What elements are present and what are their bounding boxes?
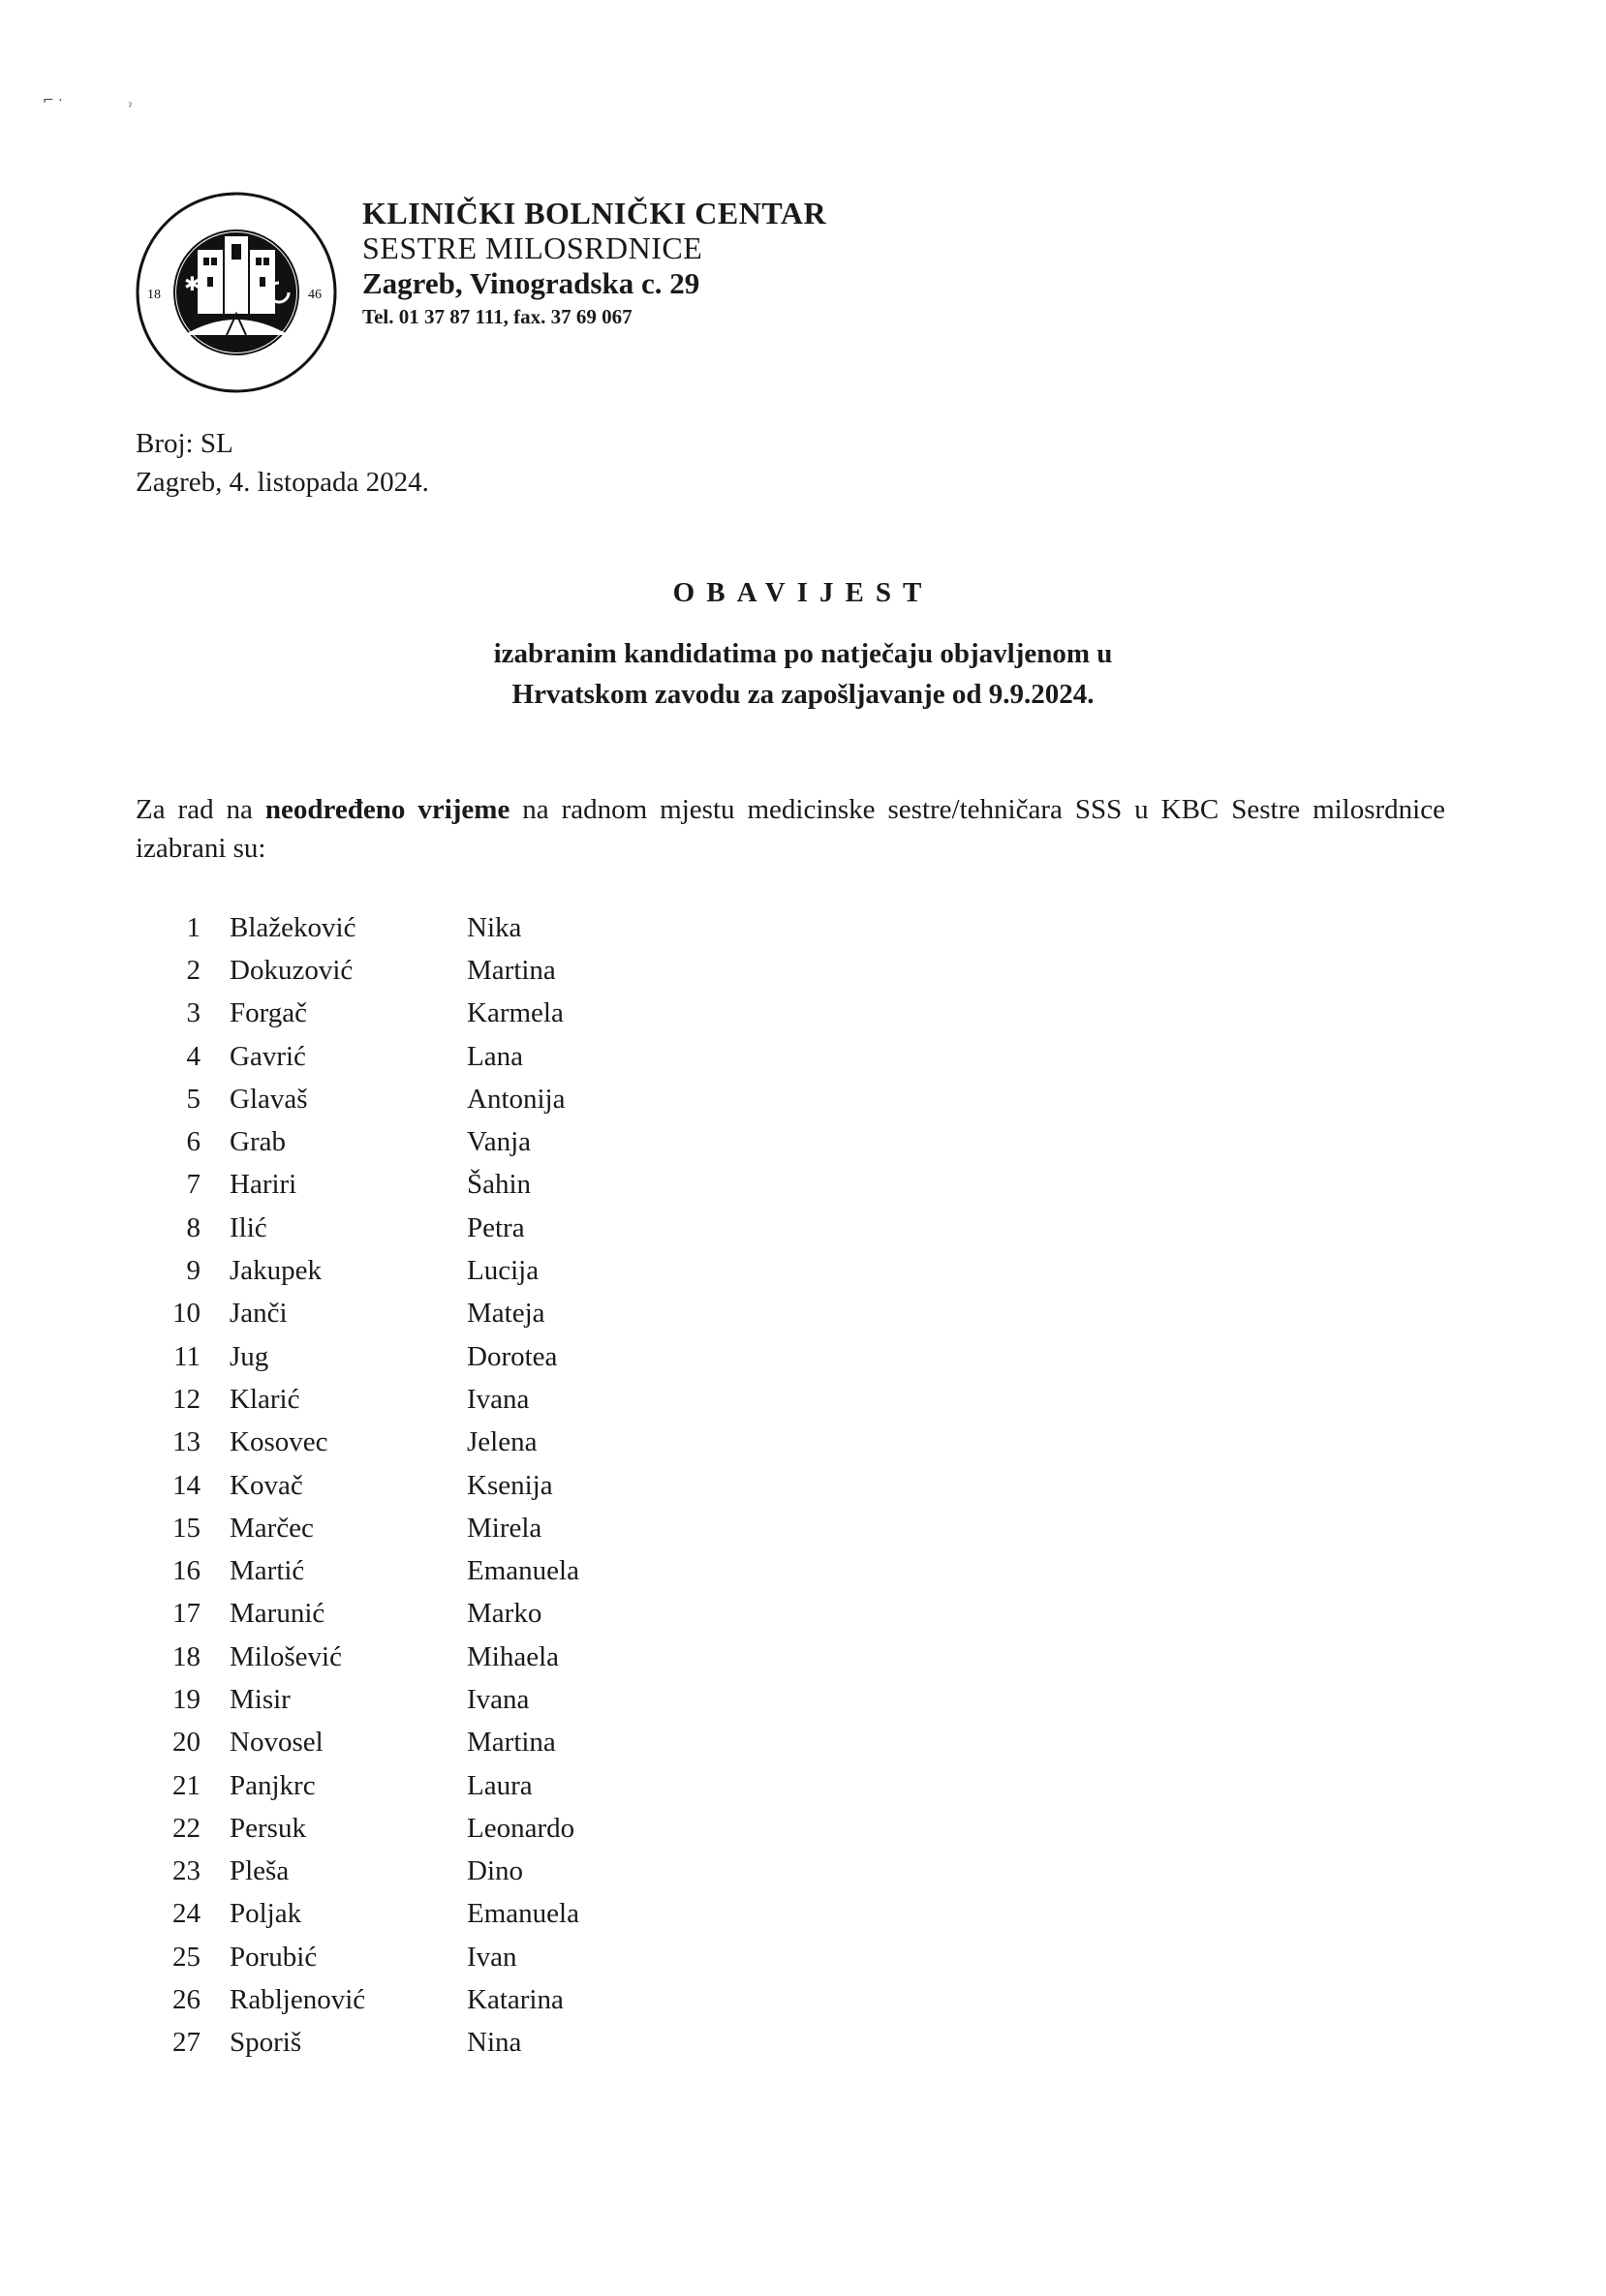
candidate-name: Vanja [467,1126,532,1158]
candidate-surname: Novosel [230,1727,324,1759]
candidate-number: 25 [172,1941,201,1973]
candidate-name: Lucija [467,1255,540,1287]
candidate-name: Antonija [467,1083,566,1115]
candidate-number: 7 [186,1169,201,1201]
candidate-number: 17 [172,1598,201,1630]
intro-emphasis: neodređeno vrijeme [264,794,510,825]
intro-prefix: Za rad na [136,794,265,825]
candidate-surname: Martić [230,1555,305,1587]
intro-suffix: na radnom mjestu medicinske sestre/tehničara SSS u KBC Sestre milosrdnice izabrani su: [136,794,1445,864]
candidate-number: 27 [172,2027,201,2059]
seal-year-right: 46 [308,288,322,302]
list-item [136,1335,579,1378]
candidate-surname: Marunić [230,1598,325,1630]
list-item [136,993,579,1035]
candidate-number: 9 [186,1255,201,1287]
list-item [136,1164,579,1207]
list-item [136,1078,579,1120]
list-item [136,949,579,992]
candidate-name: Dorotea [467,1340,558,1372]
list-item [136,1422,579,1464]
document-meta [136,424,429,502]
candidate-name: Nika [467,911,522,943]
seal-year-left: 18 [147,288,161,302]
list-item [136,1507,579,1549]
candidate-surname: Misir [230,1683,291,1715]
svg-text:✱: ✱ [184,272,201,295]
list-item [136,1207,579,1249]
candidate-name: Mihaela [467,1640,560,1672]
hospital-seal-icon [134,190,339,395]
notice-subtitle-line1: izabranim kandidatima po natječaju objavljenom u [493,638,1113,669]
list-item [136,1293,579,1335]
candidate-surname: Porubić [230,1941,318,1973]
list-item [136,1936,579,1978]
candidate-surname: Janči [230,1298,288,1330]
candidate-surname: Rabljenović [230,1984,366,2016]
candidate-name: Emanuela [467,1555,579,1587]
candidate-surname: Kosovec [230,1426,328,1458]
list-item [136,1593,579,1636]
list-item [136,1636,579,1678]
institution-name-line1: KLINIČKI BOLNIČKI CENTAR [362,196,827,230]
candidate-name: Ivana [467,1383,530,1415]
candidate-list [136,906,579,2065]
candidate-name: Karmela [467,997,564,1029]
candidate-surname: Klarić [230,1383,300,1415]
candidate-name: Lana [467,1040,523,1072]
candidate-surname: Jakupek [230,1255,323,1287]
candidate-surname: Panjkrc [230,1769,316,1801]
candidate-number: 21 [172,1769,201,1801]
list-item [136,1035,579,1078]
list-item [136,1893,579,1936]
list-item [136,1120,579,1163]
candidate-name: Petra [467,1211,525,1243]
candidate-number: 10 [172,1298,201,1330]
list-item [136,2022,579,2065]
list-item [136,1378,579,1421]
candidate-surname: Forgač [230,997,308,1029]
candidate-surname: Dokuzović [230,954,354,986]
candidate-number: 24 [172,1898,201,1930]
institution-header [362,196,826,331]
candidate-name: Jelena [467,1426,538,1458]
candidate-surname: Ilić [230,1211,267,1243]
candidate-name: Mateja [467,1298,545,1330]
candidate-number: 8 [186,1211,201,1243]
institution-name-line2: SESTRE MILOSRDNICE [362,230,703,265]
candidate-name: Ivan [467,1941,517,1973]
candidate-name: Ivana [467,1683,530,1715]
list-item [136,1249,579,1292]
list-item [136,906,579,949]
candidate-name: Marko [467,1598,542,1630]
candidate-number: 1 [186,911,201,943]
list-item [136,1464,579,1507]
candidate-number: 12 [172,1383,201,1415]
candidate-number: 22 [172,1812,201,1844]
list-item [136,1851,579,1893]
candidate-name: Šahin [467,1169,532,1201]
candidate-number: 2 [186,954,201,986]
list-item [136,1722,579,1764]
institution-contact: Tel. 01 37 87 111, fax. 37 69 067 [362,305,633,328]
candidate-name: Dino [467,1855,523,1887]
candidate-number: 5 [186,1083,201,1115]
list-item [136,1978,579,2021]
candidate-name: Mirela [467,1512,542,1544]
candidate-name: Leonardo [467,1812,575,1844]
candidate-surname: Kovač [230,1469,303,1501]
candidate-number: 15 [172,1512,201,1544]
document-date: Zagreb, 4. listopada 2024. [136,467,429,498]
candidate-surname: Hariri [230,1169,297,1201]
scan-artifact: ⌐ · [43,93,63,108]
candidate-surname: Glavaš [230,1083,308,1115]
candidate-surname: Jug [230,1340,269,1372]
institution-address: Zagreb, Vinogradska c. 29 [362,266,700,300]
list-item [136,1764,579,1807]
candidate-number: 16 [172,1555,201,1587]
candidate-number: 20 [172,1727,201,1759]
notice-subtitle-line2: Hrvatskom zavodu za zapošljavanje od 9.9.2024. [511,679,1095,710]
candidate-number: 13 [172,1426,201,1458]
candidate-name: Emanuela [467,1898,579,1930]
candidate-surname: Grab [230,1126,286,1158]
candidate-number: 6 [186,1126,201,1158]
candidate-number: 23 [172,1855,201,1887]
candidate-number: 11 [173,1340,201,1372]
candidate-name: Ksenija [467,1469,553,1501]
intro-paragraph [136,790,1445,868]
candidate-surname: Pleša [230,1855,290,1887]
list-item [136,1807,579,1850]
notice-title: OBAVIJEST [672,577,934,608]
candidate-surname: Marčec [230,1512,314,1544]
scan-artifact: ˀ [128,101,133,114]
candidate-number: 19 [172,1683,201,1715]
document-number: Broj: SL [136,428,233,459]
candidate-name: Martina [467,1727,556,1759]
candidate-surname: Gavrić [230,1040,306,1072]
candidate-surname: Blažeković [230,911,356,943]
list-item [136,1549,579,1592]
candidate-surname: Sporiš [230,2027,302,2059]
candidate-number: 26 [172,1984,201,2016]
candidate-number: 14 [172,1469,201,1501]
candidate-name: Nina [467,2027,522,2059]
list-item [136,1678,579,1721]
candidate-name: Laura [467,1769,533,1801]
candidate-number: 3 [186,997,201,1029]
notice-subtitle [0,633,1606,715]
candidate-surname: Poljak [230,1898,302,1930]
candidate-name: Katarina [467,1984,564,2016]
candidate-surname: Persuk [230,1812,306,1844]
candidate-number: 18 [172,1640,201,1672]
candidate-surname: Milošević [230,1640,342,1672]
candidate-name: Martina [467,954,556,986]
candidate-number: 4 [186,1040,201,1072]
